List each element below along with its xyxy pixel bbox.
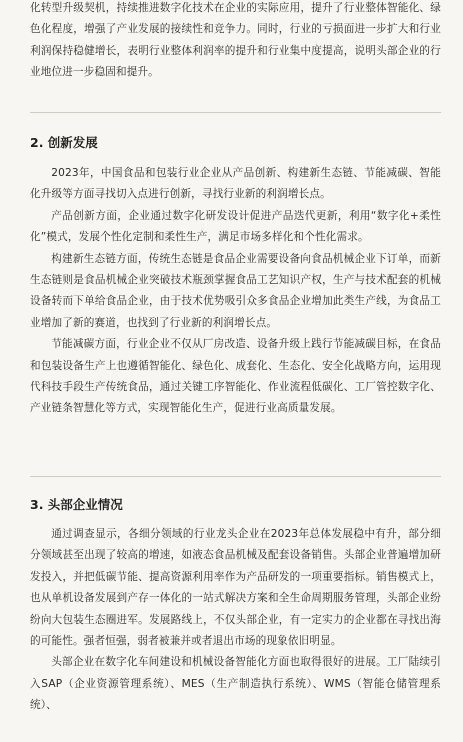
section-2-paragraph: 2023年，中国食品和包装行业企业从产品创新、构建新生态链、节能减碳、智能化升级等方面寻找切入点进行创新，寻找行业新的利润增长点。 <box>30 167 441 201</box>
section-2-title: 2. 创新发展 <box>30 135 98 150</box>
section-2-body <box>30 163 441 420</box>
section-divider <box>30 112 441 113</box>
section-3-body <box>30 524 441 717</box>
section-3-paragraph: 头部企业在数字化车间建设和机械设备智能化方面也取得很好的进展。工厂陆续引入SAP（企业资源管理系统）、MES（生产制造执行系统）、WMS（智能仓储管理系统）、 <box>30 656 441 712</box>
section-2-paragraph: 节能减碳方面，行业企业不仅从厂房改造、设备升级上践行节能减碳目标，在食品和包装设备生产上也遵循智能化、绿色化、成套化、生态化、安全化战略方向，运用现代科技手段生产传统食品，通过关键工序智能化、作业流程低碳化、工厂管控数字化、产业链条智慧化等方式，实现智能化生产，促进行业高质量发展。 <box>30 338 441 415</box>
section-3-title: 3. 头部企业情况 <box>30 497 123 512</box>
intro-section <box>30 0 441 84</box>
intro-paragraph: 化转型升级契机，持续推进数字化技术在企业的实际应用，提升了行业整体智能化、绿色化程度，增强了产业发展的接续性和竞争力。同时，行业的亏损面进一步扩大和行业利润保持稳健增长，表明行业整体利润率的提升和行业集中度提高，说明头部企业的行业地位进一步稳固和提升。 <box>30 2 441 79</box>
section-divider <box>30 476 441 477</box>
section-2-paragraph: 构建新生态链方面，传统生态链是食品企业需要设备向食品机械企业下订单，而新生态链则是食品机械企业突破技术瓶颈掌握食品工艺知识产权，生产与技术配套的机械设备转而下单给食品企业，由于技术优势吸引众多食品企业增加此类生产线，为食品工业增加了新的赛道，也找到了行业新的利润增长点。 <box>30 252 441 329</box>
section-2-paragraph: 产品创新方面，企业通过数字化研发设计促进产品迭代更新，利用“数字化+柔性化”模式，发展个性化定制和柔性生产，满足市场多样化和个性化需求。 <box>30 209 441 244</box>
section-3-paragraph: 通过调查显示，各细分领域的行业龙头企业在2023年总体发展稳中有升，部分细分领域甚至出现了较高的增速，如液态食品机械及配套设备销售。头部企业普遍增加研发投入，并把低碳节能、提高资源利用率作为产品研发的一项重要指标。销售模式上，也从单机设备发展到产存一体化的一站式解决方案和全生命周期服务管理，头部企业纷纷向大包装生态圈进军。发展路线上，不仅头部企业，有一定实力的企业都在寻找出海的可能性。强者恒强，弱者被兼并或者退出市场的现象依旧明显。 <box>30 528 441 648</box>
